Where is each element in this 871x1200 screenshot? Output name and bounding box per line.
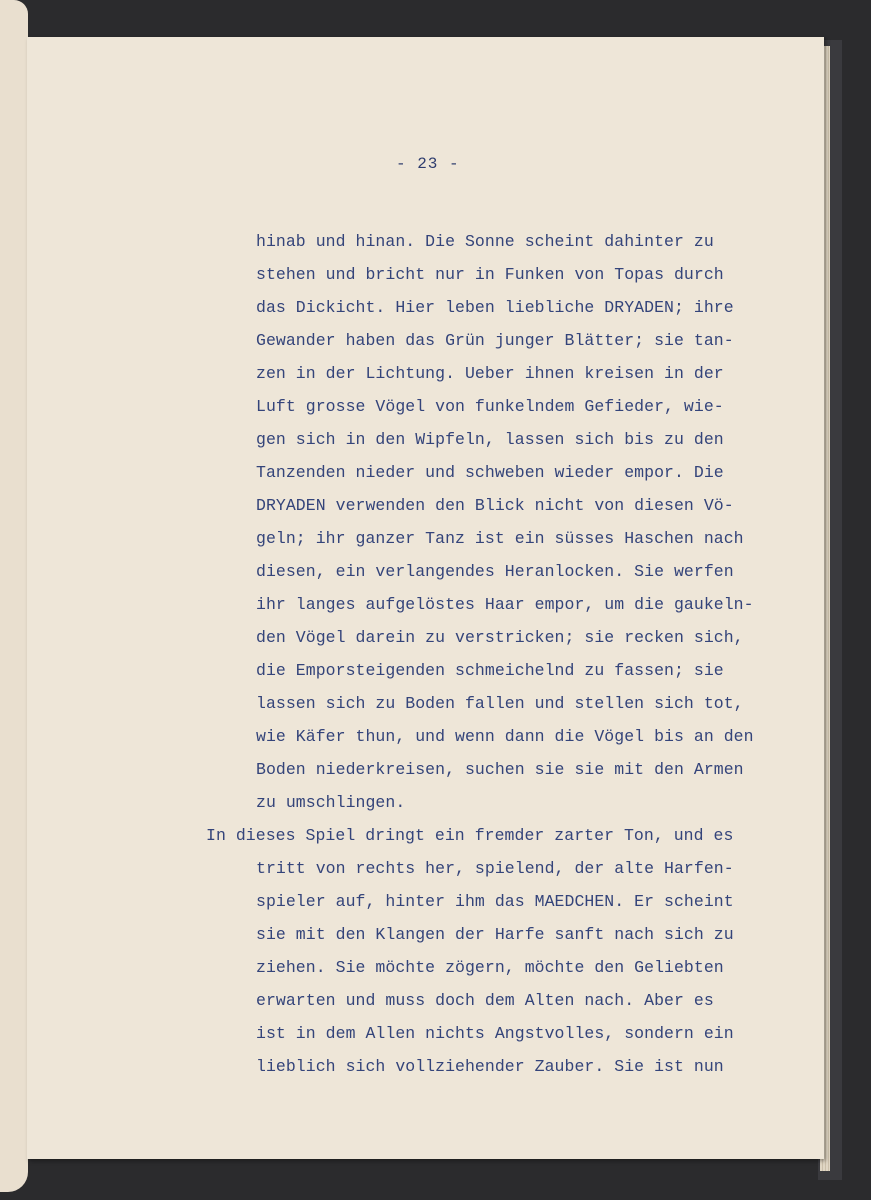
text-line: tritt von rechts her, spielend, der alte Harfen- — [256, 859, 734, 878]
text-line: den Vögel darein zu verstricken; sie recken sich, — [256, 628, 744, 647]
text-line: sie mit den Klangen der Harfe sanft nach sich zu — [256, 925, 734, 944]
text-line: gen sich in den Wipfeln, lassen sich bis zu den — [256, 430, 724, 449]
text-line: lassen sich zu Boden fallen und stellen sich tot, — [256, 694, 744, 713]
page-number: - 23 - — [396, 155, 460, 173]
text-line: wie Käfer thun, und wenn dann die Vögel bis an den — [256, 727, 754, 746]
text-line: Luft grosse Vögel von funkelndem Gefieder, wie- — [256, 397, 724, 416]
text-line: erwarten und muss doch dem Alten nach. Aber es — [256, 991, 714, 1010]
text-line: diesen, ein verlangendes Heranlocken. Sie werfen — [256, 562, 734, 581]
text-line: zu umschlingen. — [256, 793, 406, 812]
facing-page-edge — [0, 0, 28, 1192]
text-line: die Emporsteigenden schmeichelnd zu fassen; sie — [256, 661, 724, 680]
text-line: DRYADEN verwenden den Blick nicht von diesen Vö- — [256, 496, 734, 515]
text-line: Boden niederkreisen, suchen sie sie mit den Armen — [256, 760, 744, 779]
text-line: spieler auf, hinter ihm das MAEDCHEN. Er scheint — [256, 892, 734, 911]
text-line: In dieses Spiel dringt ein fremder zarter Ton, und es — [206, 826, 734, 845]
text-line: Tanzenden nieder und schweben wieder empor. Die — [256, 463, 724, 482]
text-line: lieblich sich vollziehender Zauber. Sie ist nun — [256, 1057, 724, 1076]
text-line: zen in der Lichtung. Ueber ihnen kreisen in der — [256, 364, 724, 383]
text-line: ihr langes aufgelöstes Haar empor, um die gaukeln- — [256, 595, 754, 614]
text-line: ist in dem Allen nichts Angstvolles, sondern ein — [256, 1024, 734, 1043]
text-line: stehen und bricht nur in Funken von Topas durch — [256, 265, 724, 284]
text-line: geln; ihr ganzer Tanz ist ein süsses Haschen nach — [256, 529, 744, 548]
text-line: das Dickicht. Hier leben liebliche DRYADEN; ihre — [256, 298, 734, 317]
text-line: Gewander haben das Grün junger Blätter; sie tan- — [256, 331, 734, 350]
text-line: ziehen. Sie möchte zögern, möchte den Geliebten — [256, 958, 724, 977]
text-line: hinab und hinan. Die Sonne scheint dahinter zu — [256, 232, 714, 251]
